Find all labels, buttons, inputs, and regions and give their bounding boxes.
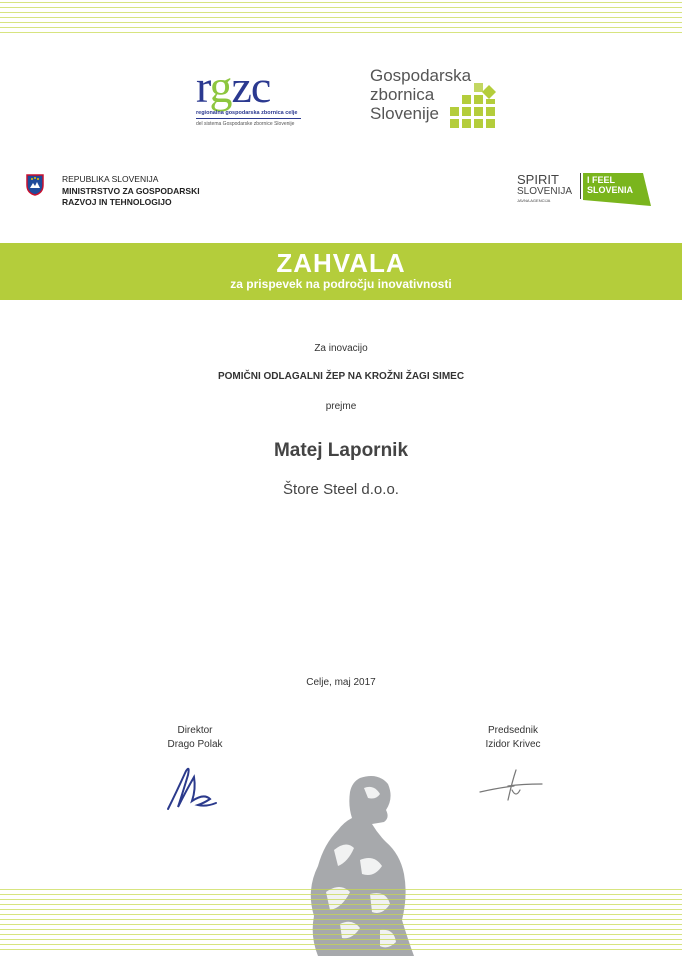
badge-line2: SLOVENIA — [587, 185, 634, 195]
ministry-line2: MINISTRSTVO ZA GOSPODARSKI — [62, 185, 200, 196]
intro-text: Za inovacijo — [314, 343, 368, 354]
spirit-line3: JAVNA AGENCIJA — [517, 198, 551, 203]
spirit-line2: SLOVENIJA — [517, 186, 573, 197]
gzs-grid-icon — [450, 83, 502, 135]
spirit-logo — [517, 173, 657, 209]
certificate-subtitle: za prispevek na področju inovativnosti — [230, 277, 452, 291]
right-signatory — [468, 724, 558, 752]
gzs-line3: Slovenije — [370, 104, 439, 123]
left-name: Drago Polak — [167, 739, 223, 750]
ministry-line1: REPUBLIKA SLOVENIJA — [62, 174, 159, 184]
bottom-stripes — [0, 889, 682, 954]
rgzc-subline: del sistema Gospodarske zbornice Slovenije — [196, 121, 295, 127]
gzs-line2: zbornica — [370, 85, 435, 104]
gzs-line1: Gospodarska — [370, 66, 472, 85]
gzs-logo — [370, 66, 510, 138]
right-name: Izidor Krivec — [485, 739, 541, 750]
slovenia-coat-of-arms-icon — [26, 174, 44, 196]
right-signature — [478, 766, 546, 806]
receives-text: prejme — [325, 401, 357, 412]
left-role: Direktor — [177, 725, 213, 736]
certificate-title: ZAHVALA — [276, 248, 406, 278]
right-role: Predsednik — [487, 725, 539, 736]
top-stripes — [0, 2, 682, 37]
place-date: Celje, maj 2017 — [306, 677, 376, 688]
company-name: Štore Steel d.o.o. — [283, 481, 399, 498]
rgzc-logo: rgzc regionalna gospodarska zbornica celje del sistema Gospodarske zbornice Slovenije — [196, 66, 311, 136]
ministry-line3: RAZVOJ IN TEHNOLOGIJO — [62, 197, 172, 207]
left-signature — [164, 763, 220, 813]
left-signatory — [150, 724, 240, 752]
rgzc-tagline: regionalna gospodarska zbornica celje — [196, 110, 298, 116]
badge-line1: I FEEL — [587, 175, 616, 185]
spirit-line1: SPIRIT — [517, 172, 559, 187]
innovation-name: POMIČNI ODLAGALNI ŽEP NA KROŽNI ŽAGI SIMEC — [217, 371, 465, 382]
recipient-name: Matej Lapornik — [273, 440, 409, 461]
